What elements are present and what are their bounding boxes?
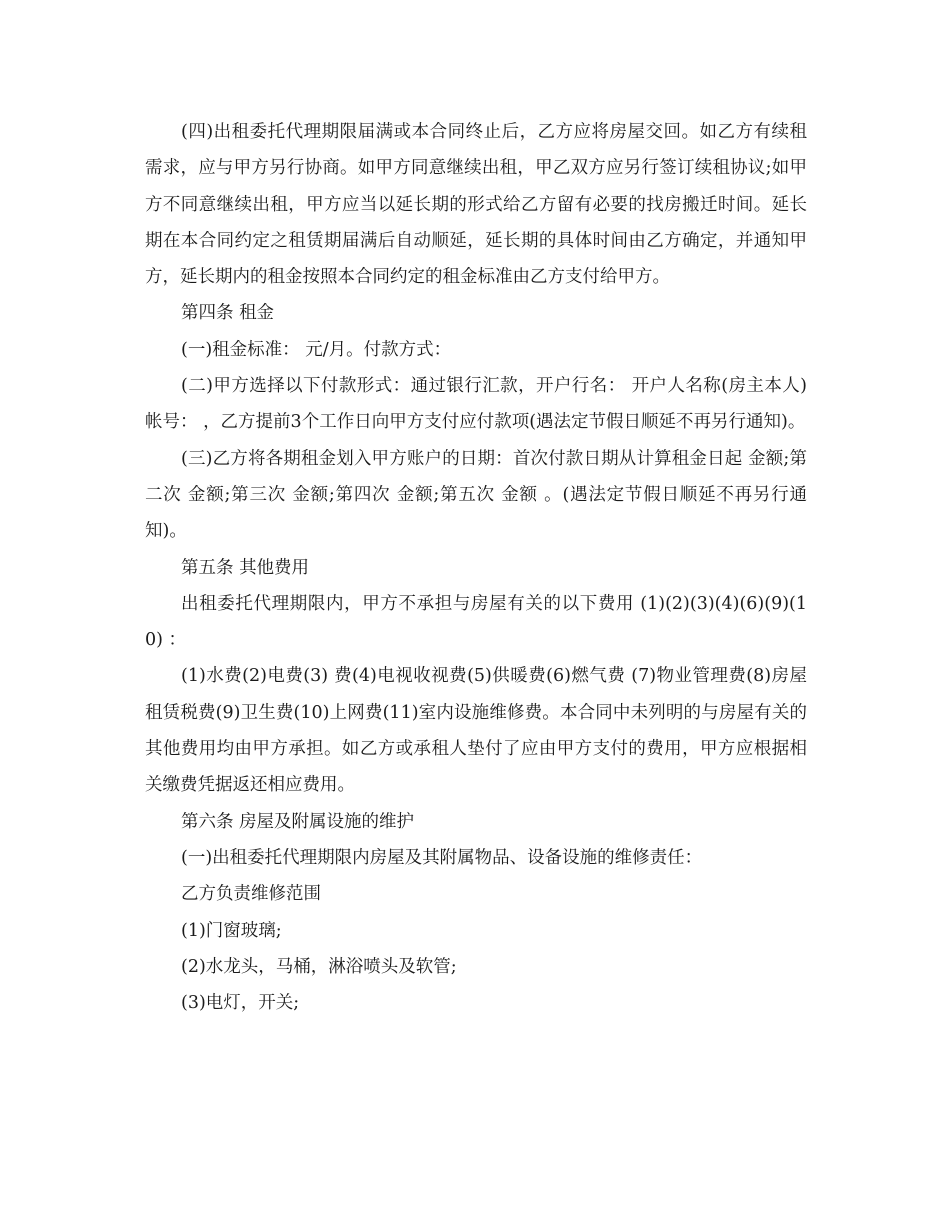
paragraph-payment-method: (二)甲方选择以下付款形式：通过银行汇款，开户行名： 开户人名称(房主本人) 帐号： ，乙方提前3个工作日向甲方支付应付款项(遇法定节假日顺延不再另行通知)。 xyxy=(145,376,807,433)
paragraph-rent-standard: (一)租金标准： 元/月。付款方式： xyxy=(181,339,452,360)
heading-article-5-other-fees: 第五条 其他费用 xyxy=(181,557,310,578)
list-item-doors-windows: (1)门窗玻璃; xyxy=(181,920,282,941)
paragraph-maintenance-responsibility: (一)出租委托代理期限内房屋及其附属物品、设备设施的维修责任： xyxy=(181,847,703,868)
heading-article-6-maintenance: 第六条 房屋及附属设施的维护 xyxy=(181,811,415,832)
document-page xyxy=(145,114,807,1021)
heading-article-4-rent: 第四条 租金 xyxy=(181,303,275,324)
paragraph-fees-not-borne: 出租委托代理期限内，甲方不承担与房屋有关的以下费用 (1)(2)(3)(4)(6)(9)(10) ： xyxy=(145,593,807,651)
paragraph-payment-dates: (三)乙方将各期租金划入甲方账户的日期：首次付款日期从计算租金日起 金额;第二次 金额;第三次 金额;第四次 金额;第五次 金额 。(遇法定节假日顺延不再另行通知)。 xyxy=(145,448,807,542)
paragraph-extension-period: (四)出租委托代理期限届满或本合同终止后，乙方应将房屋交回。如乙方有续租需求，应与甲方另行协商。如甲方同意继续出租，甲乙双方应另行签订续租协议;如甲方不同意继续出租，甲方应当以延长期的形式给乙方留有必要的找房搬迁时间。延长期在本合同约定之租赁期届满后自动顺延，延长期的具体时间由乙方确定，并通知甲方，延长期内的租金按照本合同约定的租金标准由乙方支付给甲方。 xyxy=(145,122,807,288)
list-item-faucets: (2)水龙头，马桶，淋浴喷头及软管; xyxy=(181,956,457,977)
paragraph-party-b-scope: 乙方负责维修范围 xyxy=(181,884,321,905)
paragraph-fee-list: (1)水费(2)电费(3) 费(4)电视收视费(5)供暖费(6)燃气费 (7)物业管理费(8)房屋租赁税费(9)卫生费(10)上网费(11)室内设施维修费。本合同中未列明的与房屋有关的其他费用均由甲方承担。如乙方或承租人垫付了应由甲方支付的费用，甲方应根据相关缴费凭据返还相应费用。 xyxy=(145,666,807,796)
list-item-lights-switches: (3)电灯，开关; xyxy=(181,993,300,1014)
